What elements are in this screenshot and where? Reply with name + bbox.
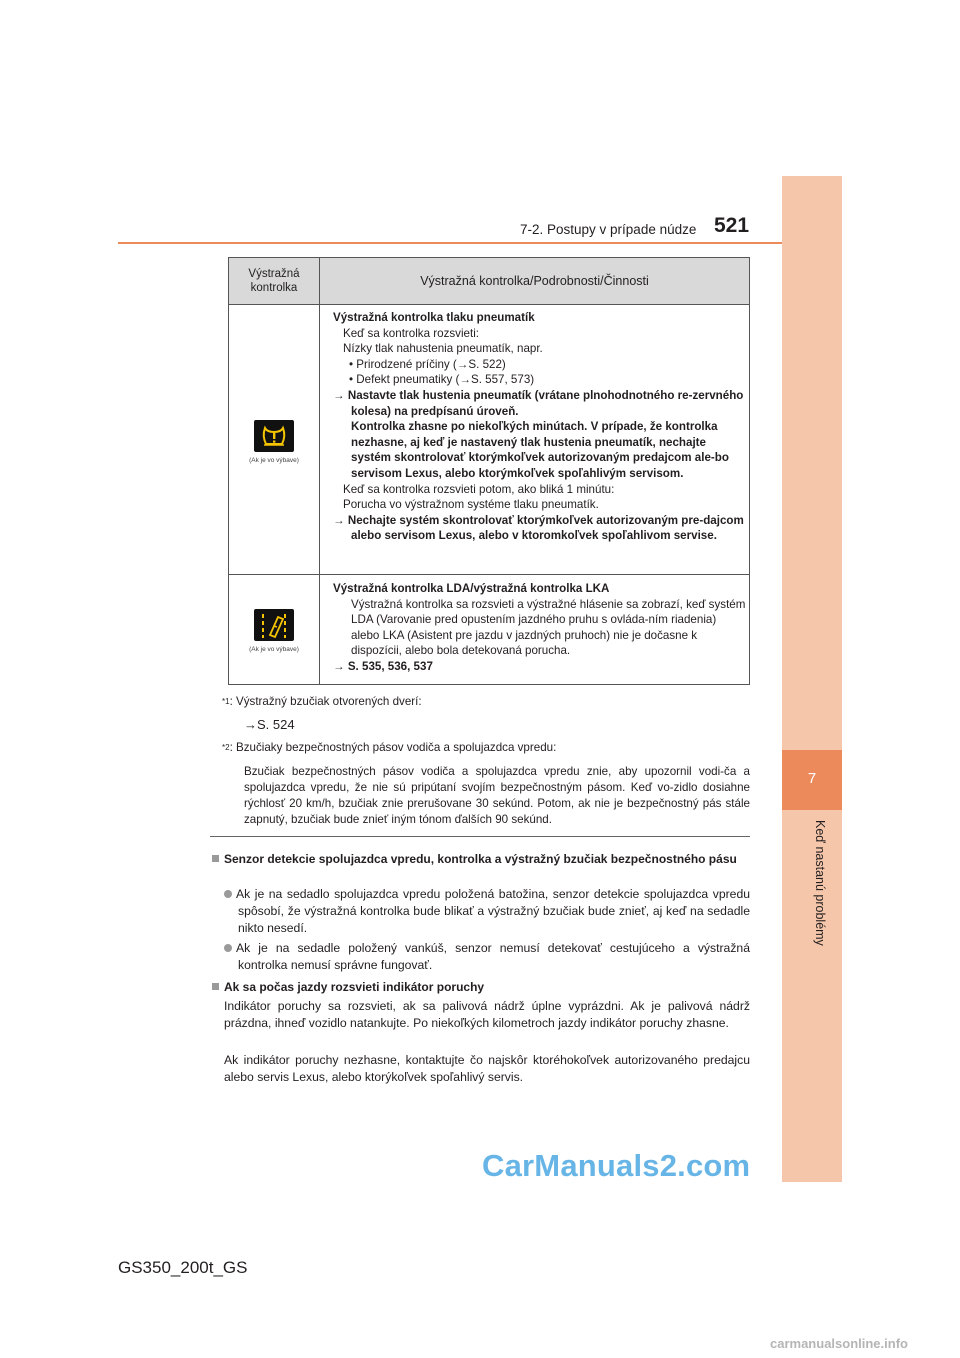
detail-bullet: • Defekt pneumatiky (→S. 557, 573): [349, 373, 535, 387]
column-header-details: Výstražná kontrolka/Podrobnosti/Činnosti: [420, 274, 649, 288]
detail-bullet: • Prirodzené príčiny (→S. 522): [349, 357, 506, 371]
bullet-icon: [224, 944, 232, 952]
action-text: Kontrolka zhasne po niekoľkých minútach. V prípade, že kontrolka nezhasne, aj keď je nastavený tlak hustenia pneumatík, nechajte systém skontrolovať ktorýmkoľvek autorizovaným predajcom ale-bo servisom Lexus, alebo ktorýmkoľvek spoľahlivým servisom.: [351, 420, 729, 480]
tire-pressure-warning-icon: [254, 420, 294, 452]
row-title: Výstražná kontrolka tlaku pneumatík: [333, 311, 535, 324]
footnote-2-body: Bzučiak bezpečnostných pásov vodiča a spolujazdca vpredu znie, aby upozornil vodi-ča a spolujazdca vpredu, že nie sú pripútaní svojím bezpečnostným pásom. Keď vo-zidlo dosiahne rýchlosť 20 km/h, bzučiak znie prerušovane 30 sekúnd. Potom, ak nie je bezpečnostný pás stále zapnutý, bzučiak bude znieť iným tónom ďalších 90 sekúnd.: [244, 765, 750, 826]
detail-text: Porucha vo výstražnom systéme tlaku pneumatík.: [343, 498, 599, 512]
footer-model-code: GS350_200t_GS: [118, 1258, 248, 1277]
list-item: Ak je na sedadle položený vankúš, senzor nemusí detekovať cestujúceho a výstražná kontrolka nemusí správne fungovať.: [224, 940, 750, 974]
column-header-light: Výstražná kontrolka: [229, 258, 320, 304]
section-separator: [210, 836, 750, 837]
action-text: → S. 535, 536, 537: [333, 659, 433, 673]
chapter-label: Keď nastanú problémy: [813, 820, 827, 946]
detail-text: Keď sa kontrolka rozsvieti potom, ako bliká 1 minútu:: [343, 482, 615, 496]
icon-caption: (Ak je vo výbave): [249, 457, 299, 464]
list-item: Ak je na sedadlo spolujazdca vpredu položená batožina, senzor detekcie spolujazdca vpredu spôsobí, že výstražná kontrolka bude blikať a výstražný bzučiak bude znieť, aj keď na sedadle nikto nesedí.: [224, 886, 750, 937]
header-rule: [118, 242, 782, 244]
detail-text: Nízky tlak nahustenia pneumatík, napr.: [343, 342, 543, 356]
footnote-2: [222, 740, 556, 756]
square-bullet-icon: [212, 855, 219, 862]
bullet-icon: [224, 890, 232, 898]
row-details: [333, 310, 747, 544]
footnote-marker: *1: [222, 697, 230, 706]
row-title: Výstražná kontrolka LDA/výstražná kontrolka LKA: [333, 582, 610, 595]
section-title: 7-2. Postupy v prípade núdze: [520, 222, 697, 237]
footnote-1-reference[interactable]: →S. 524: [244, 717, 295, 732]
footnote-marker: *2: [222, 743, 230, 752]
warning-light-table: [228, 257, 750, 685]
paragraph: Indikátor poruchy sa rozsvieti, ak sa palivová nádrž úplne vyprázdni. Ak je palivová nádrž prázdna, ihneď vozidlo natankujte. Po niekoľkých kilometroch jazdy indikátor poruchy zhasne.: [224, 999, 750, 1030]
chapter-tab-background: [782, 176, 842, 750]
page-number: 521: [714, 214, 750, 237]
lane-departure-alert-icon: [254, 609, 294, 641]
watermark-site[interactable]: carmanualsonline.info: [770, 1336, 908, 1351]
footnote-1: [222, 694, 422, 710]
section-heading: Senzor detekcie spolujazdca vpredu, kontrolka a výstražný bzučiak bezpečnostného pásu: [212, 851, 750, 867]
row-divider: [229, 574, 749, 575]
table-header: [229, 258, 749, 305]
square-bullet-icon: [212, 983, 219, 990]
chapter-number: 7: [807, 770, 817, 787]
icon-caption: (Ak je vo výbave): [249, 646, 299, 653]
section-heading: Ak sa počas jazdy rozsvieti indikátor poruchy: [212, 979, 750, 995]
detail-text: Výstražná kontrolka sa rozsvieti a výstražné hlásenie sa zobrazí, keď systém LDA (Varovanie pred opustením jazdného pruhu s ovláda-ním riadenia) alebo LKA (Asistent pre jazdu v jazdných pruhoch) nie je dočasne k dispozícii, alebo bola detekovaná porucha.: [351, 597, 746, 658]
paragraph: Ak indikátor poruchy nezhasne, kontaktujte čo najskôr ktoréhokoľvek autorizovaného predajcu alebo servis Lexus, alebo ktorýkoľvek spoľahlivý servis.: [224, 1053, 750, 1084]
action-text: → Nastavte tlak hustenia pneumatík (vrátane plnohodnotného re-zervného kolesa) na predpísanú úroveň.: [333, 388, 744, 418]
row-details: [333, 581, 747, 675]
watermark-logo[interactable]: CarManuals2.com: [482, 1148, 751, 1183]
action-text: → Nechajte systém skontrolovať ktorýmkoľvek autorizovaným pre-dajcom alebo servisom Lexus, alebo v ktoromkoľvek spoľahlivom servise.: [333, 513, 744, 543]
chapter-number-tab[interactable]: [782, 750, 842, 810]
detail-text: Keď sa kontrolka rozsvieti:: [343, 326, 480, 340]
column-divider: [319, 304, 320, 684]
footnote-text: : Bzučiaky bezpečnostných pásov vodiča a spolujazdca vpredu:: [229, 741, 557, 754]
footnote-text: : Výstražný bzučiak otvorených dverí:: [229, 695, 422, 708]
